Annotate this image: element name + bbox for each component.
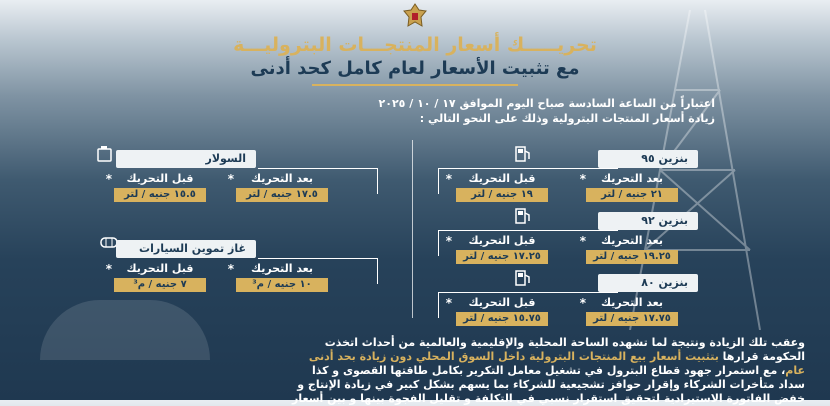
benzine-95-before [456, 172, 548, 202]
solar-card [105, 150, 378, 200]
solar-after-value: ١٧.٥ جنيه / لتر [236, 188, 328, 202]
benzine-80-line [438, 292, 618, 293]
cng-before-value: ٧ جنيه / م³ [114, 278, 206, 292]
fuel-pump-icon [514, 270, 532, 286]
footer-line-4: سداد متأخرات الشركاء وإقرار حوافز تشجيعية للشركاء بما يسهم بشكل كبير في زيادة الإنتاج و [297, 378, 805, 391]
benzine-80-before [456, 296, 548, 326]
star-marker: * [579, 172, 586, 186]
intro-line-2: زيادة أسعار المنتجات البترولية وذلك على النحو التالي : [419, 112, 715, 125]
after-label: بعد التحريك [600, 296, 664, 309]
footer-line-2 [20, 350, 805, 364]
cng-after-value: ١٠ جنيه / م³ [236, 278, 328, 292]
before-label: قبل التحريك [468, 234, 536, 247]
fuel-pump-icon [514, 208, 532, 224]
benzine-80-vert [438, 292, 439, 318]
footer-line-1: وعقب تلك الزيادة ونتيجة لما تشهده الساحة المحلية والإقليمية والعالمية من أحداث اتخذت [324, 336, 805, 349]
center-divider [412, 140, 413, 318]
benzine-92-after [586, 234, 678, 264]
intro-line-1: اعتباراً من الساعة السادسة صباح اليوم الموافق ١٧ / ١٠ / ٢٠٢٥ [378, 97, 715, 110]
solar-line [258, 168, 378, 169]
star-marker: * [105, 172, 112, 186]
star-marker: * [579, 296, 586, 310]
benzine-80-after-value: ١٧.٧٥ جنيه / لتر [586, 312, 678, 326]
benzine-95-line [438, 168, 618, 169]
benzine-92-before [456, 234, 548, 264]
page-title: تحريـــــك أسعار المنتجـــات البتروليـــة [233, 34, 597, 56]
benzine-95-label: بنزين ٩٥ [598, 150, 698, 168]
before-label: قبل التحريك [468, 296, 536, 309]
before-label: قبل التحريك [126, 172, 194, 185]
benzine-95-after [586, 172, 678, 202]
before-label: قبل التحريك [468, 172, 536, 185]
star-marker: * [445, 296, 452, 310]
benzine-95-before-value: ١٩ جنيه / لتر [456, 188, 548, 202]
eagle-emblem-icon [402, 2, 428, 30]
footer-line-2a: الحكومة قرارها [718, 350, 805, 363]
solar-before-value: ١٥.٥ جنيه / لتر [114, 188, 206, 202]
star-marker: * [445, 172, 452, 186]
benzine-95-after-value: ٢١ جنيه / لتر [586, 188, 678, 202]
benzine-80-before-value: ١٥.٧٥ جنيه / لتر [456, 312, 548, 326]
fuel-pump-icon [514, 146, 532, 162]
solar-before [114, 172, 206, 202]
cng-after [236, 262, 328, 292]
solar-vert [377, 168, 378, 194]
footer-line-5: خفض الفاتورة الاستيرادية لتحقيق استقرار نسبي في التكلفة و تقليل الفجوة بينها و بين أسعار [292, 392, 805, 405]
benzine-92-line [438, 230, 618, 231]
solar-label: السولار [116, 150, 256, 168]
footer-paragraph [20, 336, 805, 406]
star-marker: * [579, 234, 586, 248]
after-label: بعد التحريك [250, 262, 314, 275]
footer-highlight-2: عام [785, 364, 805, 377]
cng-card [105, 240, 378, 290]
cng-before [114, 262, 206, 292]
benzine-92-after-value: ١٩.٢٥ جنيه / لتر [586, 250, 678, 264]
benzine-80-label: بنزين ٨٠ [598, 274, 698, 292]
benzine-80-card [438, 274, 698, 324]
star-marker: * [227, 262, 234, 276]
benzine-92-vert [438, 230, 439, 256]
benzine-92-card [438, 212, 698, 262]
footer-highlight-1: بتثبيت أسعار بيع المنتجات البترولية داخل السوق المحلي دون زيادة بحد أدنى [308, 350, 719, 363]
benzine-80-after [586, 296, 678, 326]
star-marker: * [105, 262, 112, 276]
intro-text [215, 96, 715, 126]
title-divider [312, 84, 518, 86]
cng-vert [377, 258, 378, 284]
star-marker: * [445, 234, 452, 248]
cng-line [258, 258, 378, 259]
footer-line-3 [20, 364, 805, 378]
page-subtitle: مع تثبيت الأسعار لعام كامل كحد أدنى [250, 58, 580, 79]
benzine-95-vert [438, 168, 439, 194]
diesel-can-icon [96, 146, 114, 162]
star-marker: * [227, 172, 234, 186]
benzine-95-card [438, 150, 698, 200]
before-label: قبل التحريك [126, 262, 194, 275]
benzine-92-label: بنزين ٩٢ [598, 212, 698, 230]
benzine-92-before-value: ١٧.٢٥ جنيه / لتر [456, 250, 548, 264]
after-label: بعد التحريك [600, 172, 664, 185]
footer-line-3b: ، مع استمرار جهود قطاع البترول في تشغيل معامل التكرير بكامل طاقتها القصوى و كذا [311, 364, 786, 377]
cng-label: غاز تموين السيارات [116, 240, 256, 258]
solar-after [236, 172, 328, 202]
after-label: بعد التحريك [600, 234, 664, 247]
after-label: بعد التحريك [250, 172, 314, 185]
